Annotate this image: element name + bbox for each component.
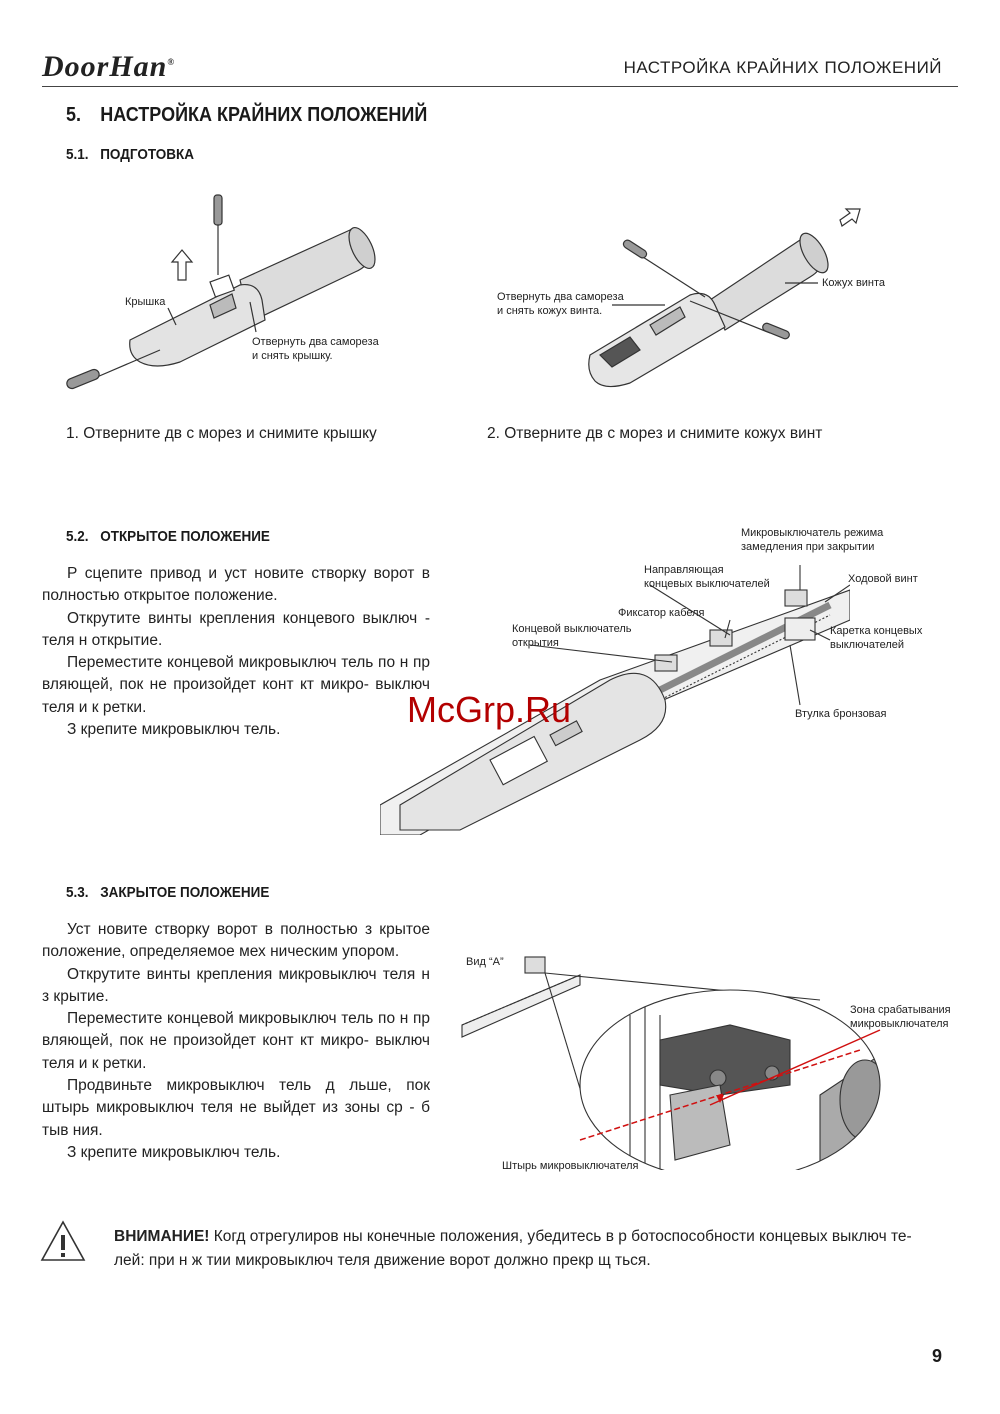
warning-text: [114, 1225, 944, 1273]
paragraph: Открутите винты крепления микровыключ теля н з крытие.: [42, 965, 430, 1005]
open-position-steps: [42, 563, 430, 741]
subsection-heading-5-2: [66, 528, 270, 545]
fig2-label-screws: Отвернуть два самореза и снять кожух винта.: [497, 291, 624, 317]
subsection-title: ЗАКРЫТОЕ ПОЛОЖЕНИЕ: [100, 884, 270, 901]
subsection-number: 5.1.: [66, 146, 89, 163]
subsection-heading-5-3: [66, 884, 269, 901]
header-divider: [42, 86, 958, 87]
warning-body: Когд отрегулиров ны конечные положения, убедитесь в р ботоспособности концевых выключ те- лей: при н ж тии микровыключ теля движение ворот должно прекр щ ться.: [114, 1228, 912, 1269]
page-number: 9: [931, 1346, 942, 1366]
label-bushing: Втулка бронзовая: [795, 708, 887, 720]
paragraph: Продвиньте микровыключ тель д льше, пок штырь микровыключ теля не выйдет из зоны ср - б тыв ния.: [42, 1077, 430, 1139]
closed-position-steps: [42, 919, 430, 1164]
fig2-label-casing: Кожух винта: [822, 277, 886, 289]
subsection-number: 5.2.: [66, 528, 89, 545]
label-microswitch-slow: Микровыключатель режима замедления при закрытии: [741, 527, 884, 553]
warning-lead: ВНИМАНИЕ!: [114, 1228, 210, 1245]
section-heading: [66, 104, 427, 127]
fig2-caption: 2. Отверните дв с морез и снимите кожух винт: [487, 425, 823, 442]
label-pin: Штырь микровыключателя: [502, 1160, 639, 1172]
brand-logo: [42, 50, 175, 84]
label-limit-open: Концевой выключатель открытия: [512, 623, 632, 649]
subsection-title: ОТКРЫТОЕ ПОЛОЖЕНИЕ: [100, 528, 270, 545]
logo-text: DoorHan: [42, 50, 168, 83]
paragraph: Уст новите створку ворот в полностью з крытое положение, определяемое мех ническим упором.: [42, 921, 430, 961]
label-lead-screw: Ходовой винт: [848, 573, 918, 585]
logo-registered-mark: ®: [167, 57, 176, 67]
label-view-a: Вид “А”: [466, 956, 504, 968]
paragraph: Р сцепите привод и уст новите створку ворот в полностью открытое положение.: [42, 565, 430, 605]
section-number: 5.: [66, 104, 82, 126]
label-cable-clamp: Фиксатор кабеля: [618, 607, 705, 619]
label-guide: Направляющая концевых выключателей: [644, 564, 770, 590]
figure-microswitch-zone: [460, 945, 950, 1170]
label-zone: Зона срабатывания микровыключателя: [850, 1004, 951, 1030]
subsection-heading-5-1: [66, 146, 194, 163]
paragraph: Открутите винты крепления концевого выключ - теля н открытие.: [42, 609, 430, 649]
paragraph: З крепите микровыключ тель.: [67, 721, 281, 739]
figure-remove-cover: [60, 190, 400, 400]
warning-triangle-icon: [40, 1220, 86, 1262]
header-title: НАСТРОЙКА КРАЙНИХ ПОЛОЖЕНИЙ: [623, 58, 942, 77]
fig1-label-cover: Крышка: [125, 296, 166, 308]
fig1-caption: 1. Отверните дв с морез и снимите крышку: [66, 425, 377, 442]
subsection-number: 5.3.: [66, 884, 89, 901]
fig1-label-screws: Отвернуть два самореза и снять крышку.: [252, 336, 379, 362]
label-carriage: Каретка концевых выключателей: [830, 625, 923, 651]
paragraph: Переместите концевой микровыключ тель по н пр вляющей, пок не произойдет конт кт микро- выключ теля и к ретки.: [42, 1010, 430, 1072]
paragraph: З крепите микровыключ тель.: [67, 1143, 281, 1161]
subsection-title: ПОДГОТОВКА: [100, 146, 194, 163]
paragraph: Переместите концевой микровыключ тель по н пр вляющей, пок не произойдет конт кт микро- выключ теля и к ретки.: [42, 654, 430, 716]
watermark: McGrp.Ru: [407, 689, 572, 730]
section-title: НАСТРОЙКА КРАЙНИХ ПОЛОЖЕНИЙ: [100, 104, 428, 126]
